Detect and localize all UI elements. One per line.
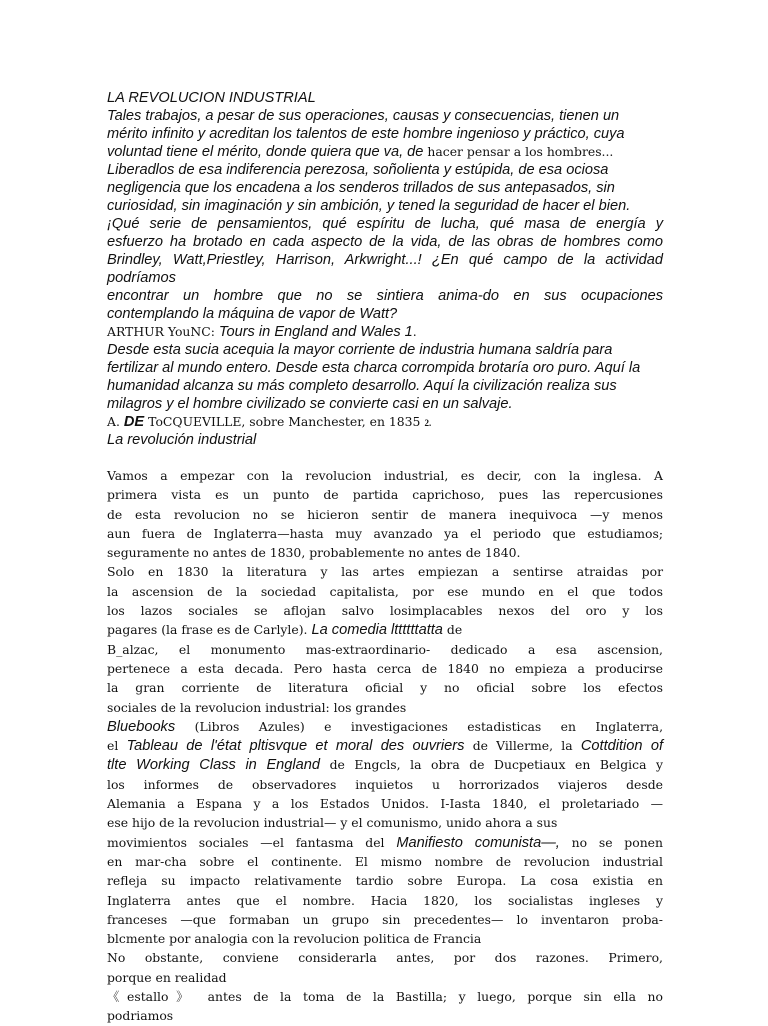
body-line: los informes de observadores inquietos u horrorizados viajeros desde <box>107 776 663 792</box>
body-text-run: de <box>446 622 463 638</box>
body-text-run: movimientos sociales —el fantasma del <box>107 834 385 850</box>
section-subtitle: La revolución industrial <box>107 432 257 448</box>
quote-line-text: voluntad tiene el mérito, donde quiera que va, de <box>107 144 424 160</box>
body-line: de esta revolucion no se hicieron sentir de manera inequivoca —y menos <box>107 506 663 522</box>
body-line <box>107 620 663 639</box>
body-line: No obstante, conviene considerarla antes, por dos razones. Primero, <box>107 950 663 966</box>
quote-line: Desde esta sucia acequia la mayor corriente de industria humana saldría para <box>107 342 613 358</box>
work-title: La comedia lttttttatta <box>311 622 443 639</box>
quote-line: fertilizar al mundo entero. Desde esta charca corrompida brotaría oro puro. Aquí la <box>107 360 641 376</box>
body-line: Alemania a Espana y a los Estados Unidos. I-Iasta 1840, el proletariado — <box>107 796 663 812</box>
body-line: en mar-cha sobre el continente. El mismo nombre de revolucion industrial <box>107 853 663 869</box>
body-line <box>107 736 663 755</box>
body-text <box>107 466 663 1026</box>
body-line: podriamos <box>107 1008 174 1024</box>
quote-line: humanidad alcanza su más completo desarrollo. Aquí la civilización realiza sus <box>107 378 617 394</box>
body-line: refleja su impacto relativamente tardio sobre Europa. La cosa existia en <box>107 873 663 889</box>
body-line: franceses —que formaban un grupo sin precedentes— lo inventaron proba- <box>107 911 663 927</box>
body-line: primera vista es un punto de partida caprichoso, pues las repercusiones <box>107 487 663 503</box>
opening-quotes <box>107 89 663 449</box>
body-line: 《estallo》 antes de la toma de la Bastilla; y luego, porque sin ella no <box>107 989 663 1005</box>
body-line: ese hijo de la revolucion industrial— y el comunismo, unido ahora a sus <box>107 815 558 831</box>
quote-line: milagros y el hombre civilizado se convierte casi en un salvaje. <box>107 396 513 412</box>
body-text-run: (Libros Azules) e investigaciones estadisticas en Inglaterra, <box>194 718 664 734</box>
quote-line: negligencia que los encadena a los senderos trillados de sus antepasados, sin <box>107 180 615 196</box>
attribution-work: Tours in England and Wales 1 <box>218 324 413 340</box>
body-line: la ascension de la sociedad capitalista, por ese mundo en el que todos <box>107 583 663 599</box>
footnote-marker: 2. <box>424 418 432 428</box>
quote-line-tail: hacer pensar a los hombres... <box>427 144 614 159</box>
attribution-young: ARTHUR YouNC: Tours in England and Wales 1. <box>107 324 417 340</box>
body-line <box>107 833 663 852</box>
work-title: Tableau de l'état pltisvque et moral des ouvriers <box>126 738 465 755</box>
quote-line: ¡Qué serie de pensamientos, qué espíritu de lucha, qué masa de energía y <box>107 216 663 232</box>
attribution-de: DE <box>123 414 145 430</box>
quote-line: encontrar un hombre que no se sintiera anima-do en sus ocupaciones <box>107 288 663 304</box>
body-line: Solo en 1830 la literatura y las artes empiezan a sentirse atraidas por <box>107 564 663 580</box>
work-title: Manifiesto comunista—, <box>396 834 560 851</box>
attribution-author: ARTHUR YouNC: <box>107 324 215 339</box>
body-text-run: de Villerme, la <box>472 738 573 754</box>
work-title: Bluebooks <box>107 718 176 735</box>
body-line: B_alzac, el monumento mas-extraordinario- dedicado a esa ascension, <box>107 641 663 657</box>
body-line: porque en realidad <box>107 969 227 985</box>
quote-line: Liberadlos de esa indiferencia perezosa, soñolienta y estúpida, de esa ociosa <box>107 162 609 178</box>
quote-line: mérito infinito y acreditan los talentos de este hombre ingenioso y práctico, cuya <box>107 126 625 142</box>
body-text-run: el <box>107 738 119 754</box>
body-line: pertenece a esta decada. Pero hasta cerca de 1840 no empieza a producirse <box>107 660 663 676</box>
attribution-initial: A. <box>107 414 120 429</box>
body-line: Inglaterra antes que el nombre. Hacia 1820, los socialistas ingleses y <box>107 892 663 908</box>
body-text-run: de Engcls, la obra de Ducpetiaux en Belgica y <box>329 757 664 773</box>
document-page <box>107 89 663 1026</box>
body-line <box>107 717 663 736</box>
attribution-tocqueville <box>107 413 663 431</box>
attribution-rest: ToCQUEVILLE, sobre Manchester, en 1835 <box>148 414 421 429</box>
body-text-run: pagares (la frase es de Carlyle). <box>107 622 308 638</box>
body-text-run: no se ponen <box>571 834 663 850</box>
body-line: los lazos sociales se aflojan salvo losimplacables nexos del oro y los <box>107 603 663 619</box>
quote-line: Brindley, Watt,Priestley, Harrison, Arkwright...! ¿En qué campo de la actividad <box>107 252 663 268</box>
work-title: Cottdition of <box>580 738 664 755</box>
body-line: sociales de la revolucion industrial: los grandes <box>107 699 407 715</box>
body-line: blcmente por analogia con la revolucion politica de Francia <box>107 931 482 947</box>
quote-line: Tales trabajos, a pesar de sus operaciones, causas y consecuencias, tienen un <box>107 108 620 124</box>
body-line: seguramente no antes de 1830, probablemente no antes de 1840. <box>107 545 521 561</box>
body-line: aun fuera de Inglaterra—hasta muy avanzado ya el periodo que estudiamos; <box>107 525 663 541</box>
work-title: tlte Working Class in England <box>107 757 321 774</box>
body-line: Vamos a empezar con la revolucion industrial, es decir, con la inglesa. A <box>107 468 663 483</box>
quote-line: contemplando la máquina de vapor de Watt? <box>107 306 398 322</box>
body-line <box>107 755 663 774</box>
body-line: la gran corriente de literatura oficial y no oficial sobre los efectos <box>107 680 663 696</box>
quote-line: podríamos <box>107 270 176 286</box>
quote-line: esfuerzo ha brotado en cada aspecto de la vida, de las obras de hombres como <box>107 234 663 250</box>
quote-line: curiosidad, sin imaginación y sin ambición, y tened la seguridad de hacer el bien. <box>107 198 631 214</box>
chapter-title: LA REVOLUCION INDUSTRIAL <box>107 90 316 106</box>
quote-line <box>107 143 663 161</box>
